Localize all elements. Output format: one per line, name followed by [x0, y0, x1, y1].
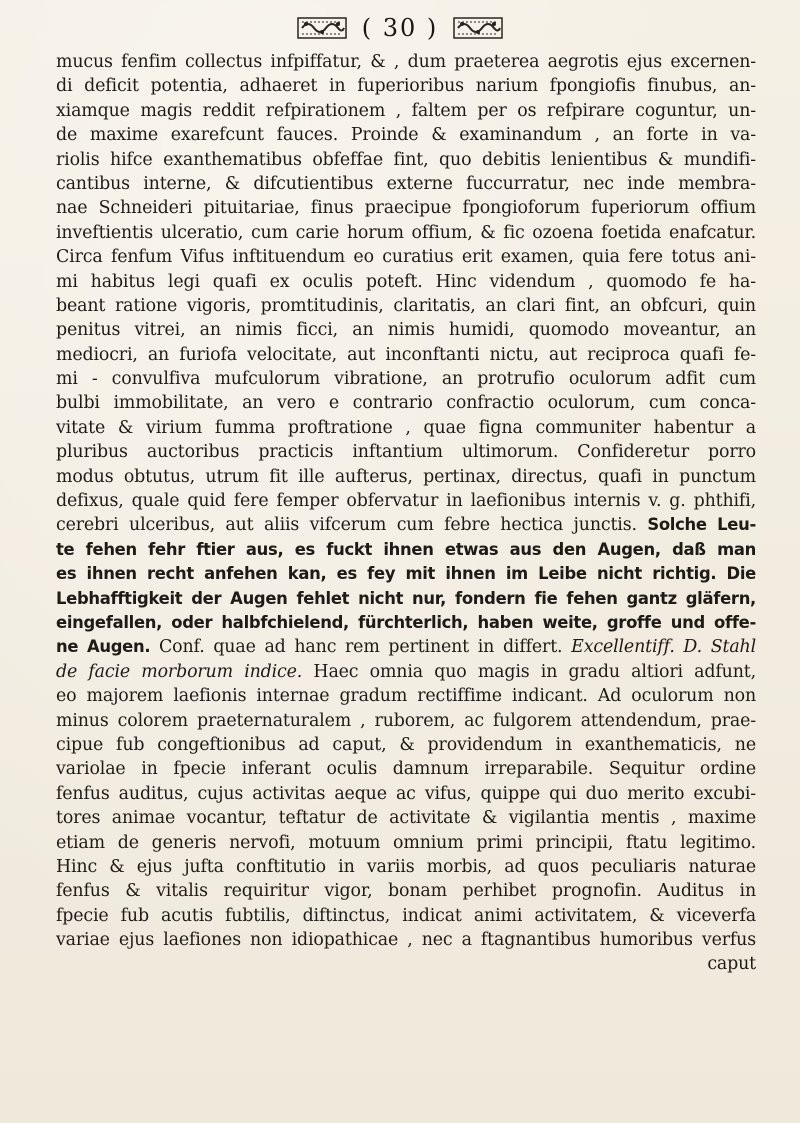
text-line: [56, 196, 756, 220]
text-segment: variolae in fpecie inferant oculis damnum irreparabile. Sequitur ordine: [56, 759, 756, 780]
text-segment: modus obtutus, utrum fit ille aufterus, pertinax, directus, quafi in punctum: [56, 466, 756, 487]
text-line: [56, 635, 756, 659]
text-segment: inveftientis ulceratio, cum carie horum offium, & fic ozoena foetida enafcatur.: [56, 222, 756, 243]
text-segment: fenfus auditus, cujus activitas aeque ac vifus, quippe qui duo merito excubi-: [56, 783, 756, 804]
text-segment: bulbi immobilitate, an vero e contrario confractio oculorum, cum conca-: [56, 393, 756, 414]
text-segment: te fehen fehr ftier aus, es fuckt ihnen etwas aus den Augen, daß man: [56, 539, 756, 559]
text-segment: de facie morborum indice.: [56, 661, 314, 682]
text-line: [56, 562, 756, 586]
text-line: [56, 831, 756, 855]
text-segment: tores animae vocantur, teftatur de activitate & vigilantia mentis , maxime: [56, 808, 756, 829]
text-segment: Solche Leu-: [647, 515, 756, 535]
text-segment: cantibus interne, & difcutientibus externe fuccurratur, nec inde membra-: [56, 173, 756, 194]
text-segment: de maxime exarefcunt fauces. Proinde & examinandum , an forte in va-: [56, 125, 756, 146]
text-segment: cipue fub congeftionibus ad caput, & providendum in exanthematicis, ne: [56, 734, 756, 755]
text-line: [56, 270, 756, 294]
text-line: [56, 221, 756, 245]
text-line: [56, 245, 756, 269]
text-line: [56, 538, 756, 562]
text-segment: nae Schneideri pituitariae, finus praecipue fpongioforum fuperiorum offium: [56, 198, 756, 219]
text-line: [56, 99, 756, 123]
text-segment: Circa fenfum Vifus inftituendum eo curatius erit examen, quia fere totus ani-: [56, 247, 756, 268]
text-line: [56, 611, 756, 635]
text-segment: minus colorem praeternaturalem , ruborem, ac fulgorem attendendum, prae-: [56, 710, 756, 731]
text-line: [56, 172, 756, 196]
text-segment: Excellentiff. D. Stahl: [571, 637, 756, 658]
text-line: [56, 709, 756, 733]
text-segment: penitus vitrei, an nimis ficci, an nimis humidi, quomodo moveantur, an: [56, 320, 756, 341]
text-line: [56, 855, 756, 879]
text-segment: mi habitus legi quafi ex oculis poteft. Hinc videndum , quomodo fe ha-: [56, 271, 756, 292]
text-segment: es ihnen recht anfehen kan, es fey mit ihnen im Leibe nicht richtig. Die: [56, 564, 756, 584]
text-segment: fpecie fub acutis fubtilis, diftinctus, indicat animi activitatem, & viceverfa: [56, 905, 756, 926]
text-line: [56, 123, 756, 147]
text-line: [56, 587, 756, 611]
text-segment: mucus fenfim collectus infpiffatur, & , dum praeterea aegrotis ejus excernen-: [56, 52, 756, 72]
text-segment: beant ratione vigoris, promtitudinis, claritatis, an clari fint, an obfcuri, quin: [56, 295, 756, 316]
text-segment: Hinc & ejus jufta conftitutio in variis morbis, ad quos peculiaris naturae: [56, 856, 756, 877]
text-line: [56, 74, 756, 98]
page-number: ( 30 ): [361, 14, 439, 42]
text-line: [56, 50, 756, 74]
text-line: [56, 806, 756, 830]
text-line: [56, 513, 756, 537]
text-line: [56, 733, 756, 757]
text-line: [56, 489, 756, 513]
text-line: [56, 318, 756, 342]
text-line: [56, 879, 756, 903]
text-segment: ne Augen.: [56, 637, 160, 657]
text-segment: Lebhafftigkeit der Augen fehlet nicht nur, fondern fie fehen gantz gläfern,: [56, 588, 756, 608]
text-segment: eingefallen, oder halbfchielend, fürchterlich, haben weite, groffe und offe-: [56, 612, 756, 632]
text-segment: defixus, quale quid fere femper obfervatur in laefionibus internis v. g. phthifi,: [56, 491, 756, 512]
text-line: [56, 294, 756, 318]
text-segment: cerebri ulceribus, aut aliis vifcerum cum febre hectica junctis.: [56, 515, 648, 536]
text-line: [56, 757, 756, 781]
text-segment: variae ejus laefiones non idiopathicae , nec a ftagnantibus humoribus verfus: [56, 930, 756, 951]
text-line: [56, 367, 756, 391]
left-ornament-icon: [296, 15, 348, 41]
text-line: [56, 440, 756, 464]
body-text: [56, 50, 756, 977]
text-line: [56, 391, 756, 415]
text-line: [56, 904, 756, 928]
text-segment: mi - convulfiva mufculorum vibratione, an protrufio oculorum adfit cum: [56, 369, 756, 390]
text-line: [56, 343, 756, 367]
page-header: [0, 8, 800, 48]
text-segment: vitate & virium fumma proftratione , quae figna communiter habentur a: [56, 417, 756, 438]
text-line: [56, 928, 756, 952]
text-segment: eo majorem laefionis internae gradum rectiffime indicant. Ad oculorum non: [56, 686, 756, 707]
text-line: [56, 952, 756, 976]
text-segment: Conf. quae ad hanc rem pertinent in differt.: [159, 637, 572, 658]
text-segment: di deficit potentia, adhaeret in fuperioribus narium fpongiofis finubus, an-: [56, 76, 756, 97]
text-line: [56, 465, 756, 489]
right-ornament-icon: [452, 15, 504, 41]
text-line: [56, 782, 756, 806]
text-segment: riolis hifce exanthematibus obfeffae fint, quo debitis lenientibus & mundifi-: [56, 149, 756, 170]
text-segment: pluribus auctoribus practicis inftantium ultimorum. Confideretur porro: [56, 442, 756, 463]
text-segment: etiam de generis nervofi, motuum omnium primi principii, ftatu legitimo.: [56, 832, 756, 853]
text-line: [56, 148, 756, 172]
text-segment: caput: [707, 954, 756, 975]
text-line: [56, 660, 756, 684]
text-segment: xiamque magis reddit refpirationem , faltem per os refpirare coguntur, un-: [56, 100, 756, 121]
text-segment: mediocri, an furiofa velocitate, aut inconftanti nictu, aut reciproca quafi fe-: [56, 344, 756, 365]
text-line: [56, 416, 756, 440]
text-segment: Haec omnia quo magis in gradu altiori adfunt,: [313, 661, 756, 682]
text-line: [56, 684, 756, 708]
text-segment: fenfus & vitalis requiritur vigor, bonam perhibet prognofin. Auditus in: [56, 881, 756, 902]
